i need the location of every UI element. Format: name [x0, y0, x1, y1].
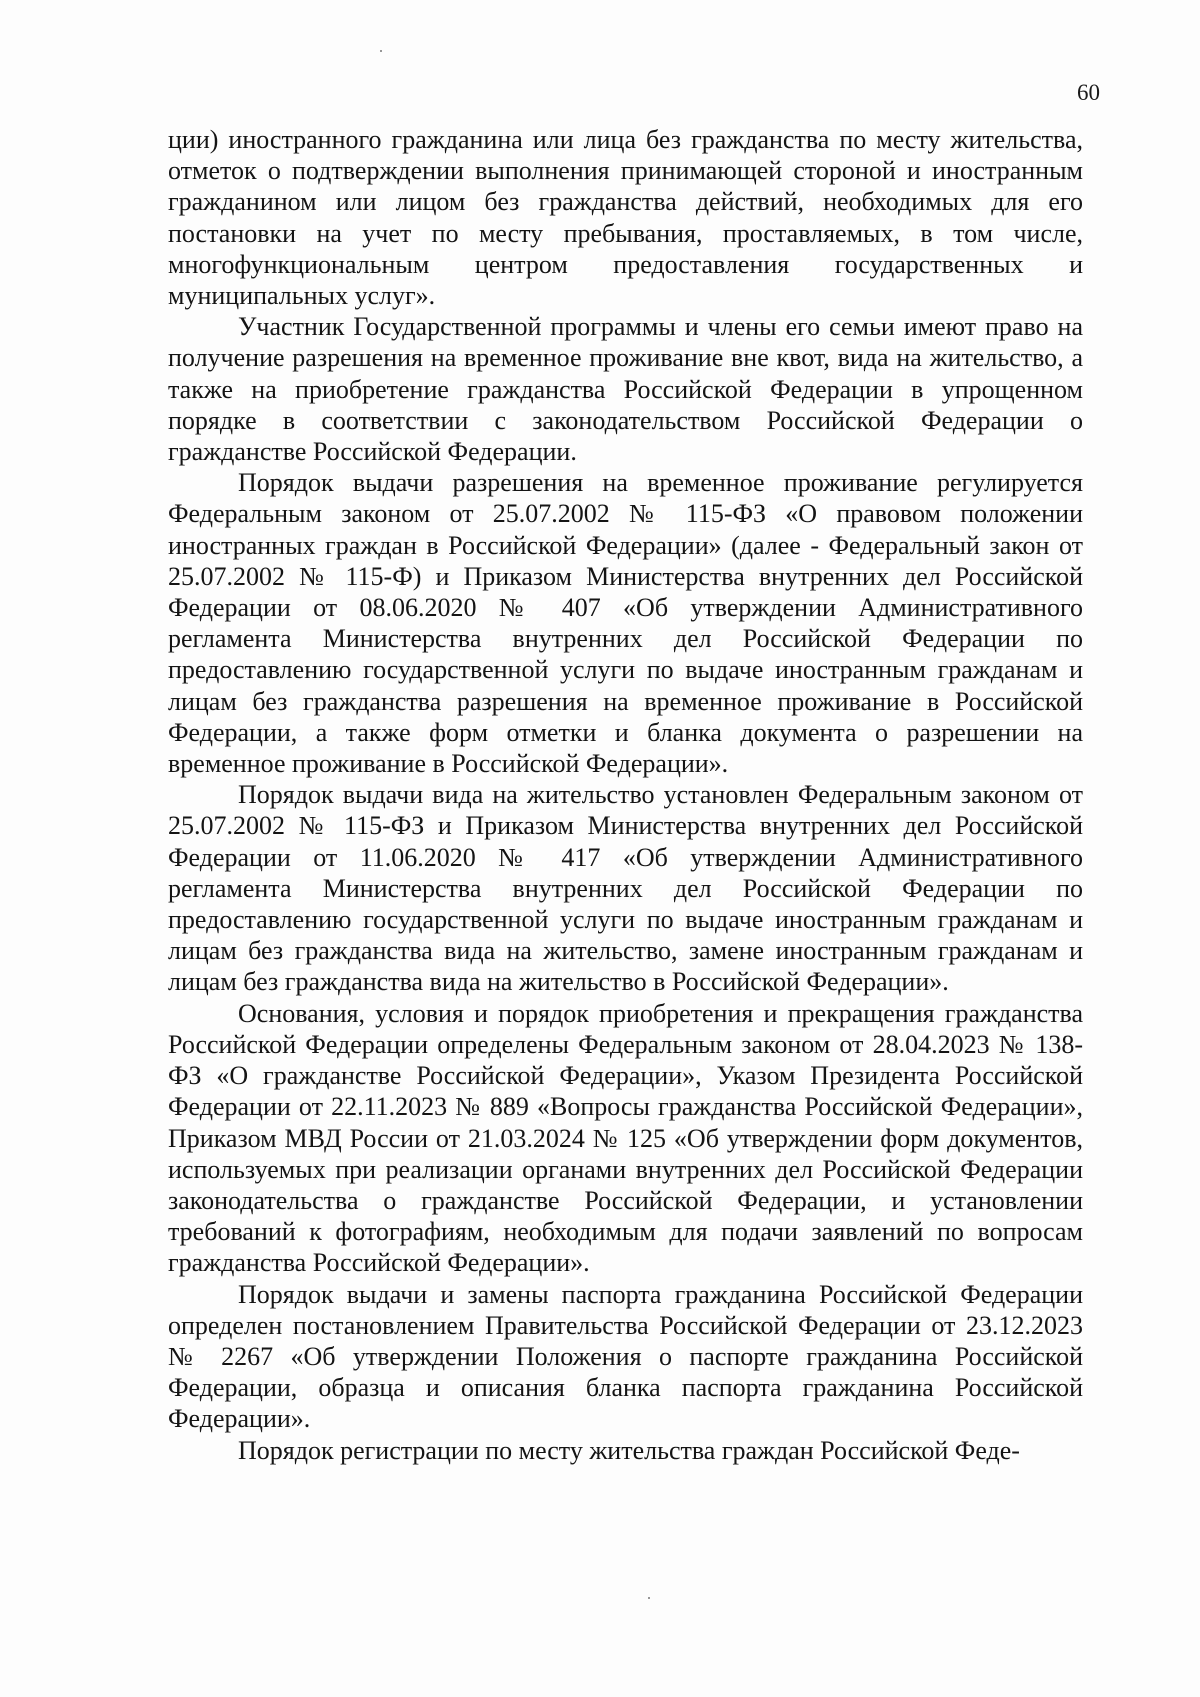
scan-speck	[648, 1597, 650, 1599]
paragraph-continuation: ции) иностранного гражданина или лица без гражданства по месту жительства, отметок о подтверждении выполнения принимающей стороной и иностранным гражданином или лицом без гражданства действий, необходимых для его постановки на учет по месту пребывания, проставляемых, в том числе, многофункциональным центром предоставления государственных и муниципальных услуг».	[168, 125, 1083, 311]
document-body	[168, 124, 1083, 1466]
paragraph-temporary-residence: Порядок выдачи разрешения на временное проживание регулируется Федеральным законом от 25.07.2002 № 115-ФЗ «О правовом положении иностранных граждан в Российской Федерации» (далее - Федеральный закон от 25.07.2002 № 115-Ф) и Приказом Министерства внутренних дел Российской Федерации от 08.06.2020 № 407 «Об утверждении Административного регламента Министерства внутренних дел Российской Федерации по предоставлению государственной услуги по выдаче иностранным гражданам и лицам без гражданства разрешения на временное проживание в Российской Федерации, а также форм отметки и бланка документа о разрешении на временное проживание в Российской Федерации».	[168, 468, 1083, 779]
scan-speck	[380, 50, 382, 52]
paragraph-participant-rights: Участник Государственной программы и члены его семьи имеют право на получение разрешения на временное проживание вне квот, вида на жительство, а также на приобретение гражданства Российской Федерации в упрощенном порядке в соответствии с законодательством Российской Федерации о гражданстве Российской Федерации.	[168, 312, 1083, 467]
paragraph-passport: Порядок выдачи и замены паспорта гражданина Российской Федерации определен постановлением Правительства Российской Федерации от 23.12.2023 № 2267 «Об утверждении Положения о паспорте гражданина Российской Федерации, образца и описания бланка паспорта гражданина Российской Федерации».	[168, 1279, 1083, 1434]
page-number: 60	[1077, 80, 1100, 105]
paragraph-residence-permit: Порядок выдачи вида на жительство установлен Федеральным законом от 25.07.2002 № 115-ФЗ и Приказом Министерства внутренних дел Российской Федерации от 11.06.2020 № 417 «Об утверждении Административного регламента Министерства внутренних дел Российской Федерации по предоставлению государственной услуги по выдаче иностранным гражданам и лицам без гражданства вида на жительство, замене иностранным гражданам и лицам без гражданства вида на жительство в Российской Федерации».	[168, 780, 1083, 997]
paragraph-registration: Порядок регистрации по месту жительства граждан Российской Феде-	[238, 1435, 1020, 1465]
paragraph-citizenship: Основания, условия и порядок приобретения и прекращения гражданства Российской Федерации определены Федеральным законом от 28.04.2023 № 138-ФЗ «О гражданстве Российской Федерации», Указом Президента Российской Федерации от 22.11.2023 № 889 «Вопросы гражданства Российской Федерации», Приказом МВД России от 21.03.2024 № 125 «Об утверждении форм документов, используемых при реализации органами внутренних дел Российской Федерации законодательства о гражданстве Российской Федерации, и установлении требований к фотографиям, необходимым для подачи заявлений по вопросам гражданства Российской Федерации».	[168, 998, 1083, 1278]
